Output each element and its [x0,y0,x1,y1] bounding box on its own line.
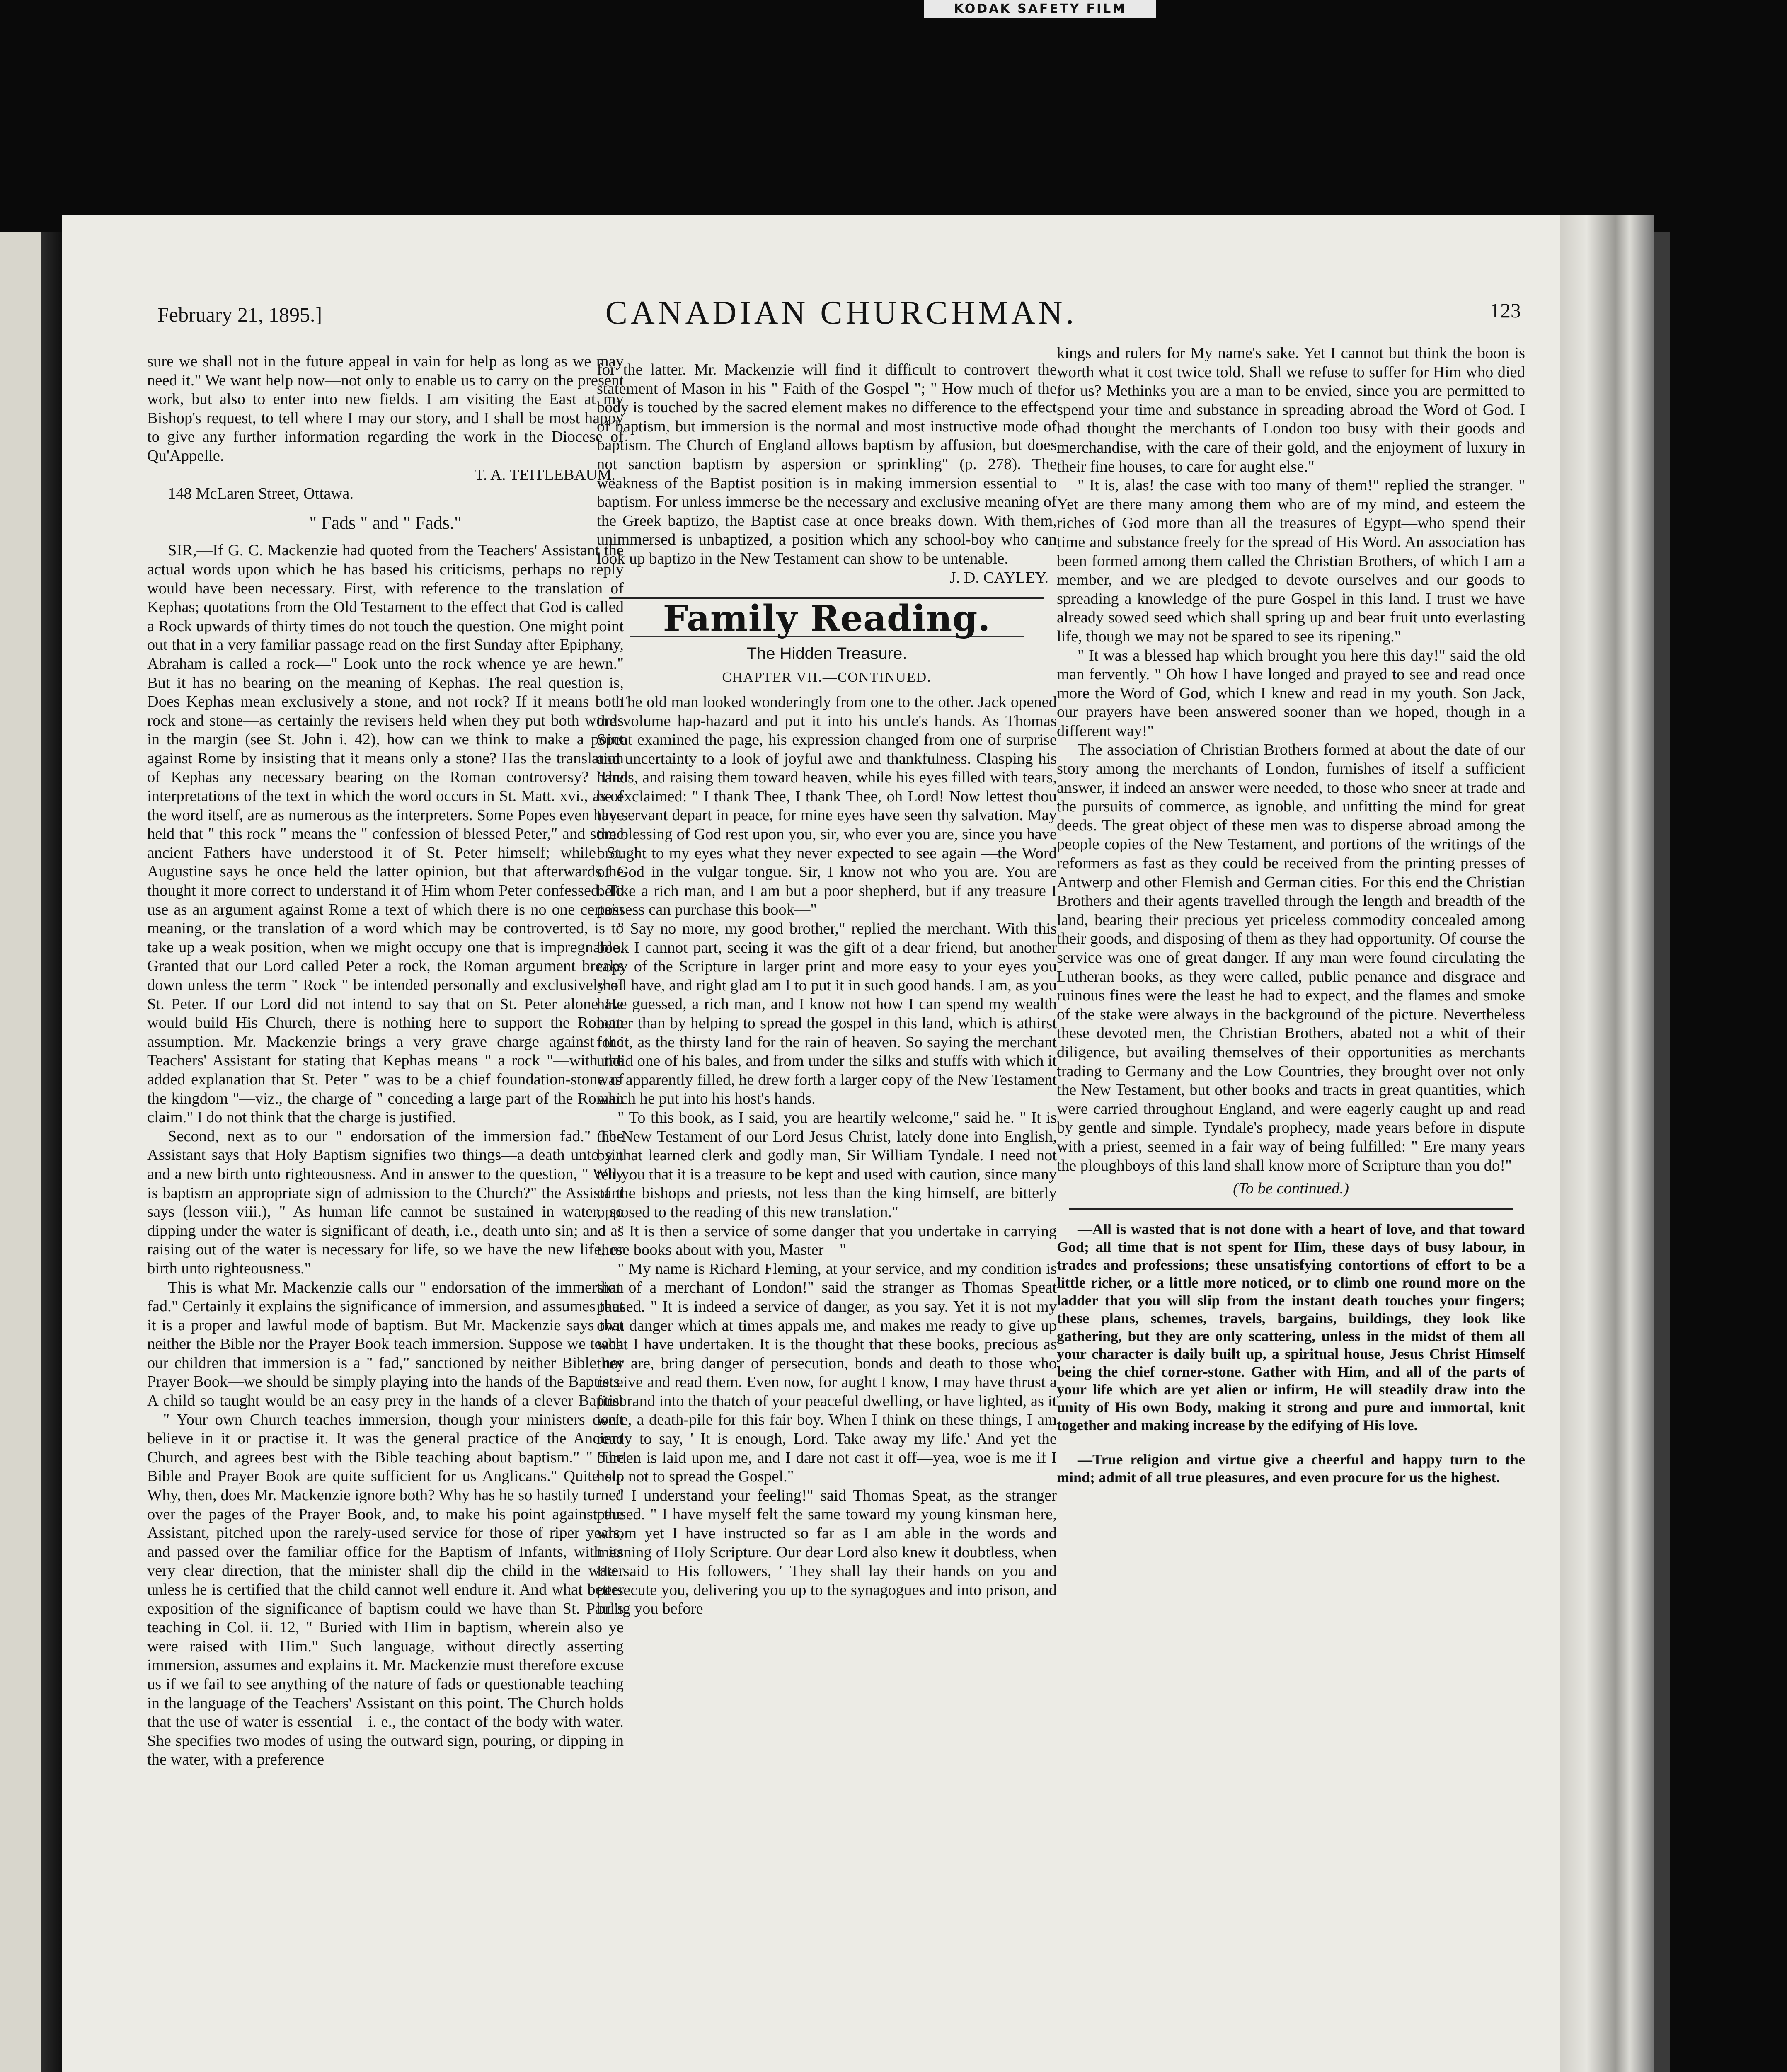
fads-paragraph: SIR,—If G. C. Mackenzie had quoted from the Teachers' Assistant the actual words upon which he has based his criticisms, perhaps no reply would have been necessary. First, with reference to the translation of Kephas; quotations from the Old Testament to the effect that God is called a Rock upwards of thirty times do not touch the question. One might point out that in a very familiar passage read on the first Sunday after Epiphany, Abraham is called a rock—" Look unto the rock whence ye are hewn." But it has no bearing on the meaning of Kephas. The real question is, Does Kephas mean exclusively a stone, and not rock? If it means both rock and stone—as certainly the revisers held when they put both words in the margin (see St. John i. 42), how can we think to make a point against Rome by insisting that it means only a stone? Has the translation of Kephas any necessary bearing on the Roman controversy? The interpretations of the text in which the word occurs in St. Matt. xvi., as of the word itself, are as numerous as the interpreters. Some Popes even have held that " this rock " means the " confession of blessed Peter," and some ancient Fathers have understood it of St. Peter himself; while St. Augustine says he once held the latter opinion, but that afterwards he thought it more correct to understand it of Him whom Peter confessed. To use as an argument against Rome a text of which there is no one certain meaning, or the translation of a word which may be controverted, is to take up a weak position, when we might occupy one that is impregnable. Granted that our Lord called Peter a rock, the Roman argument breaks down unless the term " Rock " be intended personally and exclusively of St. Peter. If our Lord did not intend to say that on St. Peter alone He would build His Church, there is nothing here to support the Roman assumption. Mr. Mackenzie brings a very grave charge against the Teachers' Assistant for stating that Kephas means " a rock "—with the added explanation that St. Peter " was to be a chief foundation-stone of the kingdom "—viz., the charge of " conceding a large part of the Roman claim." I do not think that the charge is justified. [147,542,624,1126]
to-be-continued: (To be continued.) [1233,1180,1349,1198]
story-paragraph: " My name is Richard Fleming, at your service, and my condition is that of a merchant of London!" said the stranger as Thomas Speat paused. " It is indeed a service of danger, as you say. Yet it is not my own danger which at times appals me, and makes me ready to give up what I have undertaken. It is the thought that these books, precious as they are, bring danger of persecution, bonds and death to those who receive and read them. Even now, for aught I know, I may have thrust a firebrand into the thatch of your peaceful dwelling, or have lighted, as it were, a death-pile for this fair boy. When I think on these things, I am ready to say, ' It is enough, Lord. Take away my life.' And yet the burden is laid upon me, and I dare not cast it off—yea, woe is me if I help not to spread the Gospel." [597,1260,1057,1486]
story-paragraph: " It is then a service of some danger that you undertake in carrying these books about with you, Master—" [597,1222,1057,1259]
story-paragraph: The association of Christian Brothers formed at about the date of our story among the merchants of London, furnishes of itself a sufficient answer, if indeed an answer were needed, to those who sneer at trade and the pursuits of commerce, as ignoble, and unfitting the mind for great deeds. The great object of these men was to disperse abroad among the people copies of the New Testament, and portions of the writings of the reformers as fast as they could be received from the printing presses of Antwerp and other Flemish and German cities. For this end the Christian Brothers and their agents travelled through the length and breadth of the land, bearing their precious yet priceless commodity concealed among their goods, and disposing of them as they had opportunity. Of course the service was one of great danger. If any man were found circulating the Lutheran books, as they were called, public penance and disgrace and ruinous fines were the least he had to expect, and the flames and smoke of the stake were always in the background of the picture. Nevertheless these devoted men, the Christian Brothers, abated not a whit of their diligence, but availing themselves of their opportunities as merchants trading to Germany and the Low Countries, they brought over not only the New Testament, but other books and tracts in great quantities, which were carried throughout England, and were eagerly caught up and read by gentle and simple. Tyndale's prophecy, made years before in dispute with a priest, seemed in a fair way of being fulfilled: " Ere many years the ploughboys of this land shall know more of Scripture than you do!" [1057,741,1525,1174]
newspaper-page [62,215,1560,2072]
previous-page-edge [0,232,41,2072]
column-2 [597,361,1057,1619]
story-title: The Hidden Treasure. [746,644,907,663]
book-page-edges [1558,215,1654,2072]
column-3 [1057,344,1525,1486]
story-paragraph: " To this book, as I said, you are heartily welcome," said he. " It is the New Testament of our Lord Jesus Christ, lately done into English, by that learned clerk and godly man, Sir William Tyndale. I need not tell you that it is a treasure to be kept and used with caution, since many of the bishops and priests, not less than the king himself, are bitterly opposed to the reading of this new translation." [597,1109,1057,1221]
story-paragraph: " It was a blessed hap which brought you here this day!" said the old man fervently. " Oh how I have longed and prayed to see and read once more the Word of God, which I knew and read in my youth. Son Jack, our prayers have been answered sooner than we hoped, though in a different way!" [1057,646,1525,740]
fads-heading: " Fads " and " Fads." [309,512,462,533]
letter-signature-cayley: J. D. CAYLEY. [949,569,1048,586]
note-paragraph: —True religion and virtue give a cheerful and happy turn to the mind; admit of all true pleasures, and even procure for us the highest. [1057,1451,1525,1486]
page-number: 123 [1490,299,1521,322]
story-paragraph: kings and rulers for My name's sake. Yet I cannot but think the boon is worth what it cost twice told. Shall we refuse to suffer for Him who died for us? Methinks you are a man to be envied, since you are permitted to spend your time and substance in spreading abroad the Word of God. I had thought the merchants of London too busy with their goods and merchandise, with the care of their gold, and the enjoyment of luxury in their fine houses, to care for aught else." [1057,344,1525,475]
letter-address: 148 McLaren Street, Ottawa. [168,485,354,503]
chapter-heading: CHAPTER VII.—CONTINUED. [722,670,932,685]
fads-paragraph: Second, next as to our " endorsation of the immersion fad." The Assistant says that Holy Baptism signifies two things—a death unto sin and a new birth unto righteousness. And in answer to the question, " Why is baptism an appropriate sign of admission to the Church?" the Assistant says (lesson viii.), " As human life cannot be sustained in water, so dipping under the water is significant of death, i.e., death unto sin; and as raising out of the water is necessary for life, so we have the new life, or birth unto righteousness." [147,1127,624,1277]
note-paragraph: —All is wasted that is not done with a heart of love, and that toward God; all time that is not spent for Him, these days of busy labour, in trades and professions; these unsatisfying contortions of effort to be a little richer, or a little more noticed, or to climb one round more on the ladder that you will slip from the instant death touches your fingers; these plans, schemes, travels, bargains, buildings, they look like gathering, but they are only scattering, unless in the midst of them all your character is daily built up, a spiritual house, Jesus Christ Himself being the chief corner-stone. Gather with Him, and all of the parts of your life which are yet alien or infirm, He will steadily draw into the unity of His own Body, making it strong and pure and immortal, knit together and making increase by the edifying of His love. [1057,1220,1525,1433]
book-cover-edge [1654,232,1670,2072]
film-edge-label: KODAK SAFETY FILM [924,0,1156,18]
story-paragraph: " I understand your feeling!" said Thomas Speat, as the stranger paused. " I have myself felt the same toward my young kinsman here, whom yet I have instructed so far as I am able in the words and meaning of Holy Scripture. Our dear Lord also knew it doubtless, when He said to His followers, ' They shall lay their hands on you and persecute you, delivering you up to the synagogues and into prison, and bring you before [597,1486,1057,1618]
column-1 [147,352,624,1769]
letter-end-text: sure we shall not in the future appeal in vain for help as long as we may need it." We want help now—not only to enable us to carry on the present work, but also to enter into new fields. I am visiting the East at my Bishop's request, to tell where I may our story, and I shall be most happy to give any further information regarding the work in the Diocese of Qu'Appelle. [147,353,624,465]
letter-signature: T. A. TEITLEBAUM. [475,466,615,484]
masthead-title: CANADIAN CHURCHMAN. [605,295,1078,331]
letter-continuation: for the latter. Mr. Mackenzie will find it difficult to controvert the statement of Mason in his " Faith of the Gospel "; " How much of the body is touched by the sacred element makes no difference to the effect of baptism, but immersion is the normal and most instructive mode of baptism. The Church of England allows baptism by affusion, but does not sanction baptism by aspersion or sprinkling" (p. 278). The weakness of the Baptist position is in making immersion essential to baptism. For unless immerse be the necessary and exclusive meaning of the Greek baptizo, the Baptist case at once breaks down. With them, unimmersed is unbaptized, a position which any school-boy who can look up baptizo in the New Testament can show to be untenable. [597,361,1057,567]
fads-paragraph: This is what Mr. Mackenzie calls our " endorsation of the immersion fad." Certainly it explains the significance of immersion, and assumes that it is a proper and lawful mode of baptism. But Mr. Mackenzie says that neither the Bible nor the Prayer Book teach immersion. Suppose we teach our children that immersion is a " fad," sanctioned by neither Bible nor Prayer Book—we should be simply playing into the hands of the Baptists. A child so taught would be an easy prey in the hands of a clever Baptist—" Your own Church teaches immersion, though your ministers don't believe in it or practise it. It was the general practice of the Ancient Church, and agrees best with the Bible teaching about baptism." " The Bible and Prayer Book are quite sufficient for us Anglicans." Quite so. Why, then, does Mr. Mackenzie ignore both? Why has he so hastily turned over the pages of the Prayer Book, and, to make his point against the Assistant, pitched upon the rarely-used service for those of riper years, and passed over the familiar office for the Baptism of Infants, with its very clear direction, that the minister shall dip the child in the water unless he is certified that the child cannot well endure it. And what better exposition of the significance of baptism could we have than St. Paul's teaching in Col. ii. 12, " Buried with Him in baptism, wherein also ye were raised with Him." Such language, without directly asserting immersion, assumes and explains it. Mr. Mackenzie must therefore excuse us if we fail to see anything of the nature of fads or questionable teaching in the language of the Teachers' Assistant on this point. The Church holds that the use of water is essential—i. e., the contact of the body with water. She specifies two modes of using the outward sign, pouring, or dipping in the water, with a preference [147,1278,624,1769]
story-paragraph: " Say no more, my good brother," replied the merchant. With this book I cannot part, seeing it was the gift of a dear friend, but another copy of the Scripture in larger print and more easy to your eyes you shall have, and right glad am I to put it in such good hands. I am, as you have guessed, a rich man, and I know not how I can spend my wealth better than by helping to spread the gospel in this land, which is athirst for it, as the thirsty land for the rain of heaven. So saying the merchant undid one of his bales, and from under the silks and stuffs with which it was apparently filled, he drew forth a larger copy of the New Testament which he put into his host's hands. [597,920,1057,1108]
section-title: Family Reading. [663,598,991,640]
story-paragraph: " It is, alas! the case with too many of them!" replied the stranger. " Yet are there many among them who are of my mind, and esteem the riches of God more than all the treasures of Egypt—who spend their time and substance freely for the spread of His Word. An association has been formed among them called the Christian Brothers, of which I am a member, and we are pledged to devote ourselves and our goods to spreading a knowledge of the pure Gospel in this land. I trust we have already sowed seed which shall spring up and bear fruit unto everlasting life, though we may not be spared to see its ripening." [1057,477,1525,645]
issue-date: February 21, 1895.] [157,303,322,326]
story-paragraph: The old man looked wonderingly from one to the other. Jack opened the volume hap-hazard and put it into his uncle's hands. As Thomas Speat examined the page, his expression changed from one of surprise and uncertainty to a look of joyful awe and thankfulness. Clasping his hands, and raising them toward heaven, while his eyes filled with tears, he exclaimed: " I thank Thee, I thank Thee, oh Lord! Now lettest thou thy servant depart in peace, for mine eyes have seen thy salvation. May the blessing of God rest upon you, sir, who ever you are, since you have brought to my eyes what they never expected to see again —the Word of God in the vulgar tongue. Sir, I know not who you are. You are belike a rich man, and I am but a poor shepherd, but if any treasure I possess can purchase this book—" [597,693,1057,919]
notes-divider [1069,1208,1513,1210]
page-header [157,294,1525,331]
